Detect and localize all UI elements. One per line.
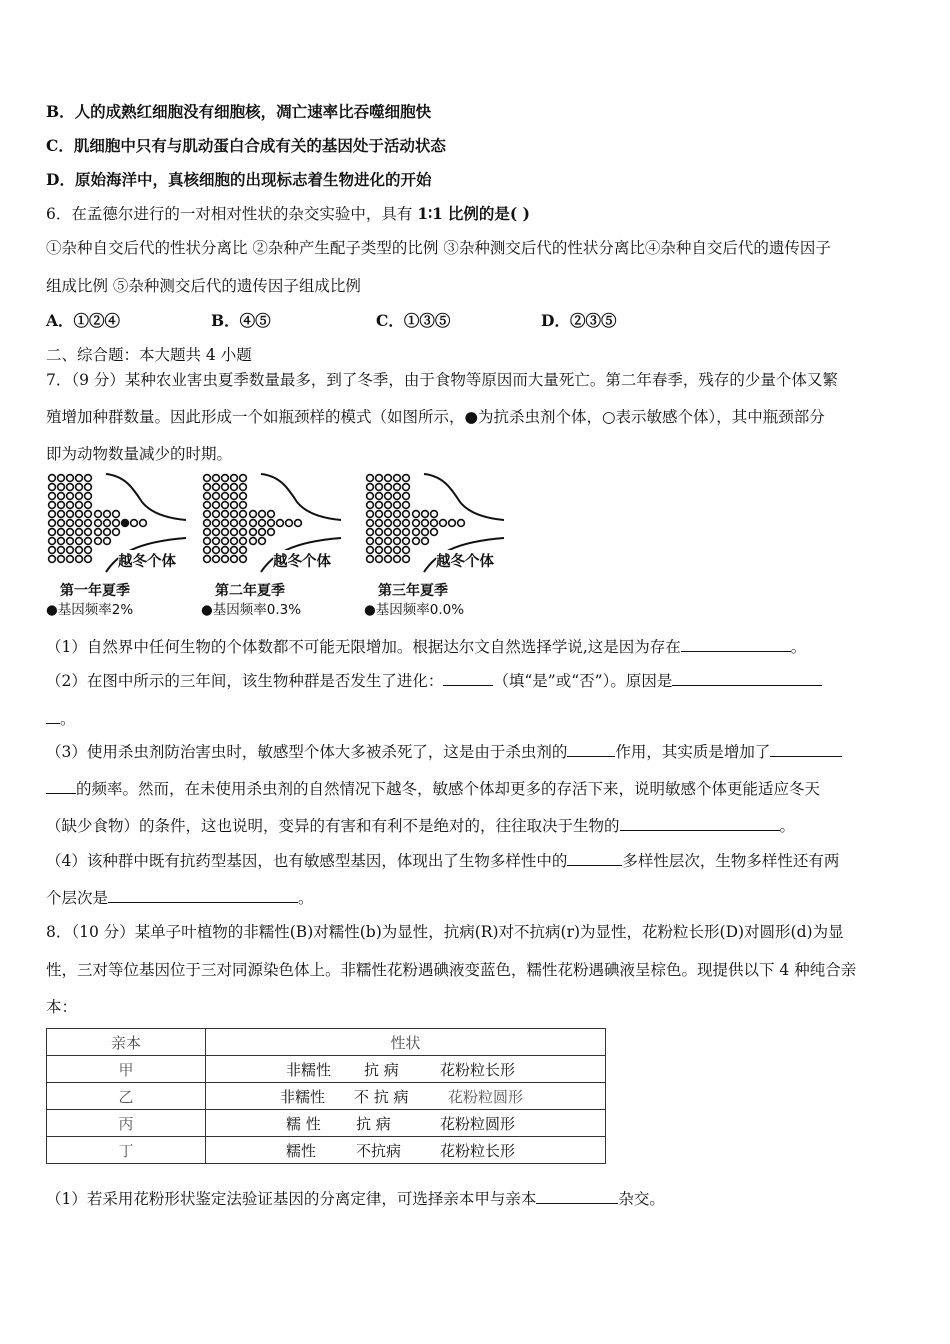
q8-stem-line2: 性，三对等位基因位于三对同源染色体上。非糯性花粉遇碘液变蓝色，糯性花粉遇碘液呈棕色。现提供以下 4 种纯合亲 bbox=[46, 961, 857, 979]
insect-dot bbox=[104, 538, 111, 545]
q7-sub2-end: 。 bbox=[60, 710, 76, 728]
insect-dot bbox=[231, 475, 238, 482]
insect-dot bbox=[67, 520, 74, 527]
insect-dot bbox=[240, 475, 247, 482]
insect-dot bbox=[213, 547, 220, 554]
q7-sub4-end: 。 bbox=[298, 889, 314, 907]
insect-dot bbox=[113, 529, 120, 536]
q7-sub1-end: 。 bbox=[790, 638, 807, 656]
insect-dot bbox=[431, 520, 438, 527]
insect-dot bbox=[67, 547, 74, 554]
insect-dot bbox=[394, 529, 401, 536]
trait-waxy: 糯性 bbox=[286, 1141, 317, 1160]
insect-dot bbox=[231, 538, 238, 545]
insect-dot bbox=[376, 484, 383, 491]
insect-dot bbox=[231, 529, 238, 536]
trait-waxy: 糯 性 bbox=[286, 1114, 321, 1133]
q7-sub3-text-b: 作用，其实质是增加了 bbox=[615, 743, 771, 761]
insect-dot bbox=[222, 520, 229, 527]
q8-sub1-end: 杂交。 bbox=[618, 1190, 665, 1208]
insect-dot bbox=[213, 529, 220, 536]
winter-label: 越冬个体 bbox=[273, 550, 331, 571]
trait-pollen: 花粉粒长形 bbox=[440, 1060, 516, 1079]
q7-sub4-text-b: 多样性层次，生物多样性还有两 bbox=[622, 852, 840, 870]
answer-blank[interactable] bbox=[620, 816, 780, 831]
traits-cell bbox=[206, 1083, 606, 1110]
insect-dot bbox=[231, 520, 238, 527]
insect-dot bbox=[76, 475, 83, 482]
insect-dot bbox=[49, 475, 56, 482]
q7-stem-line3: 即为动物数量减少的时期。 bbox=[46, 445, 233, 463]
q6-items-line1: ①杂种自交后代的性状分离比 ②杂种产生配子类型的比例 ③杂种测交后代的性状分离比④杂种自交后代的遗传因子 bbox=[46, 239, 831, 257]
bottleneck-figure bbox=[46, 472, 516, 622]
q5-option-c: C．肌细胞中只有与肌动蛋白合成有关的基因处于活动状态 bbox=[46, 136, 446, 155]
insect-dot bbox=[204, 538, 211, 545]
insect-dot bbox=[104, 529, 111, 536]
insect-dot bbox=[85, 484, 92, 491]
answer-blank[interactable] bbox=[672, 671, 822, 686]
insect-dot bbox=[67, 529, 74, 536]
insect-dot bbox=[231, 493, 238, 500]
trait-pollen: 花粉粒圆形 bbox=[448, 1087, 524, 1106]
figure-panel-year2 bbox=[201, 472, 351, 622]
insect-dot bbox=[67, 511, 74, 518]
season-label: 第三年夏季 bbox=[378, 583, 448, 599]
q6-option-a: A．①②④ bbox=[46, 311, 121, 330]
insect-dot bbox=[58, 538, 65, 545]
q8-sub1 bbox=[46, 1189, 906, 1209]
insect-dot bbox=[85, 493, 92, 500]
insect-dot bbox=[76, 547, 83, 554]
insect-dot bbox=[240, 520, 247, 527]
insect-dot bbox=[104, 511, 111, 518]
traits-cell bbox=[206, 1137, 606, 1164]
insect-dot bbox=[367, 520, 374, 527]
insect-dot bbox=[376, 547, 383, 554]
insect-dot bbox=[240, 511, 247, 518]
insect-dot bbox=[259, 538, 266, 545]
insect-dot bbox=[250, 529, 257, 536]
insect-dot bbox=[76, 529, 83, 536]
insect-dot bbox=[131, 520, 138, 527]
insect-dot bbox=[85, 520, 92, 527]
traits-cell bbox=[206, 1056, 606, 1083]
answer-blank[interactable] bbox=[681, 637, 791, 652]
table-header-traits: 性状 bbox=[206, 1029, 606, 1056]
insect-dot bbox=[422, 529, 429, 536]
answer-blank[interactable] bbox=[770, 742, 842, 757]
insect-dot bbox=[49, 493, 56, 500]
insect-dot bbox=[250, 511, 257, 518]
insect-dot bbox=[367, 502, 374, 509]
insect-dot bbox=[413, 538, 420, 545]
insect-dot bbox=[385, 493, 392, 500]
q7-sub3-line2 bbox=[46, 779, 906, 799]
insect-dot bbox=[76, 520, 83, 527]
insect-dot bbox=[431, 511, 438, 518]
insect-dot bbox=[376, 538, 383, 545]
insect-dot bbox=[403, 475, 410, 482]
insect-dot bbox=[213, 502, 220, 509]
insect-dot bbox=[367, 529, 374, 536]
insect-dot bbox=[222, 475, 229, 482]
insect-dot bbox=[367, 493, 374, 500]
insect-dot bbox=[385, 502, 392, 509]
insect-dot bbox=[385, 538, 392, 545]
insect-dot bbox=[422, 538, 429, 545]
insect-dot bbox=[204, 529, 211, 536]
insect-dot bbox=[367, 556, 374, 563]
freq-label: ●基因频率2% bbox=[46, 602, 134, 618]
answer-blank[interactable] bbox=[108, 888, 298, 903]
insect-dot bbox=[385, 520, 392, 527]
insect-dot bbox=[122, 520, 129, 527]
q5-option-b: B．人的成熟红细胞没有细胞核，凋亡速率比吞噬细胞快 bbox=[46, 102, 432, 121]
insect-dot bbox=[231, 484, 238, 491]
q7-sub3-text-d: （缺少食物）的条件，这也说明，变异的有害和有利不是绝对的，往往取决于生物的 bbox=[46, 817, 620, 835]
insect-dot bbox=[367, 547, 374, 554]
insect-dot bbox=[376, 475, 383, 482]
insect-dot bbox=[376, 556, 383, 563]
answer-blank[interactable] bbox=[443, 671, 493, 686]
insect-dot bbox=[367, 484, 374, 491]
insect-dot bbox=[413, 529, 420, 536]
insect-dot bbox=[49, 520, 56, 527]
insect-dot bbox=[85, 529, 92, 536]
insect-dot bbox=[204, 556, 211, 563]
insect-dot bbox=[458, 520, 465, 527]
insect-dot bbox=[286, 520, 293, 527]
q7-sub2-cont bbox=[46, 709, 906, 729]
insect-dot bbox=[394, 475, 401, 482]
trait-pollen: 花粉粒长形 bbox=[440, 1141, 516, 1160]
trait-waxy: 非糯性 bbox=[286, 1060, 332, 1079]
insect-dot bbox=[58, 529, 65, 536]
answer-blank[interactable] bbox=[46, 779, 76, 794]
q5-option-d: D．原始海洋中，真核细胞的出现标志着生物进化的开始 bbox=[46, 170, 432, 189]
insect-dot bbox=[49, 556, 56, 563]
insect-dot bbox=[76, 511, 83, 518]
insect-dot bbox=[403, 520, 410, 527]
q8-stem-line1: 8．（10 分）某单子叶植物的非糯性(B)对糯性(b)为显性，抗病(R)对不抗病(r)为显性，花粉粒长形(D)对圆形(d)为显 bbox=[46, 923, 844, 941]
q7-sub2-text: （2）在图中所示的三年间，该生物种群是否发生了进化： bbox=[46, 672, 444, 690]
insect-dot bbox=[67, 556, 74, 563]
winter-label: 越冬个体 bbox=[436, 550, 494, 571]
insect-dot bbox=[268, 529, 275, 536]
insect-dot bbox=[449, 520, 456, 527]
insect-dot bbox=[240, 493, 247, 500]
season-label: 第二年夏季 bbox=[215, 583, 285, 599]
insect-dot bbox=[403, 547, 410, 554]
insect-dot bbox=[259, 520, 266, 527]
table-row bbox=[47, 1083, 606, 1110]
table-row bbox=[47, 1137, 606, 1164]
table-header-parent: 亲本 bbox=[47, 1029, 206, 1056]
season-label: 第一年夏季 bbox=[60, 583, 130, 599]
insect-dot bbox=[240, 547, 247, 554]
q7-stem-line2: 殖增加种群数量。因此形成一个如瓶颈样的模式（如图所示，●为抗杀虫剂个体，○表示敏感个体），其中瓶颈部分 bbox=[46, 408, 825, 426]
insect-dot bbox=[385, 529, 392, 536]
insect-dot bbox=[259, 511, 266, 518]
q7-sub2 bbox=[46, 671, 906, 691]
insect-dot bbox=[250, 538, 257, 545]
freq-label: ●基因频率0.0% bbox=[364, 602, 465, 618]
figure-panel-year3 bbox=[364, 472, 514, 622]
insect-dot bbox=[222, 484, 229, 491]
insect-dot bbox=[213, 493, 220, 500]
insect-dot bbox=[213, 511, 220, 518]
insect-dot bbox=[231, 511, 238, 518]
insect-dot bbox=[240, 502, 247, 509]
insect-dot bbox=[259, 529, 266, 536]
insect-dot bbox=[403, 511, 410, 518]
insect-dot bbox=[204, 502, 211, 509]
q6-stem-suffix: 比例的是( ) bbox=[447, 204, 530, 223]
insect-dot bbox=[376, 529, 383, 536]
insect-dot bbox=[113, 520, 120, 527]
insect-dot bbox=[85, 556, 92, 563]
insect-dot bbox=[58, 475, 65, 482]
table-row bbox=[47, 1056, 606, 1083]
insect-dot bbox=[222, 502, 229, 509]
q8-sub1-text: （1）若采用花粉形状鉴定法验证基因的分离定律，可选择亲本甲与亲本 bbox=[46, 1190, 537, 1208]
insect-dot bbox=[204, 493, 211, 500]
q7-sub3 bbox=[46, 742, 906, 762]
insect-dot bbox=[240, 538, 247, 545]
q6-stem bbox=[46, 204, 906, 224]
q7-sub4-text-c: 个层次是 bbox=[46, 889, 109, 907]
insect-dot bbox=[222, 493, 229, 500]
insect-dot bbox=[367, 511, 374, 518]
insect-dot bbox=[268, 511, 275, 518]
q6-option-c: C．①③⑤ bbox=[376, 311, 451, 330]
insect-dot bbox=[295, 520, 302, 527]
insect-dot bbox=[431, 529, 438, 536]
q7-sub4-line2 bbox=[46, 888, 906, 908]
insect-dot bbox=[85, 547, 92, 554]
insect-dot bbox=[413, 511, 420, 518]
insect-dot bbox=[385, 511, 392, 518]
insect-dot bbox=[240, 529, 247, 536]
insect-dot bbox=[58, 511, 65, 518]
insect-dot bbox=[385, 484, 392, 491]
insect-dot bbox=[440, 520, 447, 527]
insect-dot bbox=[213, 538, 220, 545]
insect-dot bbox=[231, 547, 238, 554]
insect-dot bbox=[76, 502, 83, 509]
insect-dot bbox=[95, 538, 102, 545]
section2-title: 二、综合题：本大题共 4 小题 bbox=[46, 346, 252, 364]
insect-dot bbox=[76, 556, 83, 563]
insect-dot bbox=[67, 538, 74, 545]
insect-dot bbox=[85, 502, 92, 509]
insect-dot bbox=[394, 538, 401, 545]
insect-dot bbox=[222, 538, 229, 545]
insect-dot bbox=[76, 538, 83, 545]
insect-dot bbox=[213, 484, 220, 491]
trait-disease: 抗 病 bbox=[364, 1060, 399, 1079]
q7-sub4 bbox=[46, 851, 906, 871]
q7-stem-line1: 7．（9 分）某种农业害虫夏季数量最多，到了冬季，由于食物等原因而大量死亡。第二年春季，残存的少量个体又繁 bbox=[46, 371, 838, 389]
insect-dot bbox=[49, 547, 56, 554]
insect-dot bbox=[222, 556, 229, 563]
insect-dot bbox=[394, 493, 401, 500]
insect-dot bbox=[376, 502, 383, 509]
q7-sub3-line3 bbox=[46, 816, 906, 836]
figure-panel-year1 bbox=[46, 472, 196, 622]
insect-dot bbox=[394, 547, 401, 554]
insect-dot bbox=[49, 502, 56, 509]
q7-sub3-end: 。 bbox=[779, 817, 796, 835]
insect-dot bbox=[58, 520, 65, 527]
insect-dot bbox=[95, 511, 102, 518]
insect-dot bbox=[204, 475, 211, 482]
insect-dot bbox=[250, 520, 257, 527]
insect-dot bbox=[385, 547, 392, 554]
q7-sub1 bbox=[46, 637, 906, 657]
insect-dot bbox=[95, 529, 102, 536]
insect-dot bbox=[67, 484, 74, 491]
q8-stem-line3: 本： bbox=[46, 998, 78, 1016]
q7-sub1-text: （1）自然界中任何生物的个体数都不可能无限增加。根据达尔文自然选择学说,这是因为存在 bbox=[46, 638, 681, 656]
q6-stem-ratio: 1∶1 bbox=[417, 204, 443, 223]
trait-disease: 抗 病 bbox=[356, 1114, 391, 1133]
insect-dot bbox=[67, 502, 74, 509]
q6-option-d: D．②③⑤ bbox=[541, 311, 617, 330]
insect-dot bbox=[85, 475, 92, 482]
insect-dot bbox=[104, 520, 111, 527]
insect-dot bbox=[422, 511, 429, 518]
insect-dot bbox=[403, 529, 410, 536]
insect-dot bbox=[385, 556, 392, 563]
insect-dot bbox=[67, 493, 74, 500]
answer-blank[interactable] bbox=[46, 709, 60, 724]
insect-dot bbox=[67, 475, 74, 482]
insect-dot bbox=[367, 475, 374, 482]
insect-dot bbox=[58, 547, 65, 554]
parent-cell: 丁 bbox=[47, 1137, 206, 1164]
insect-dot bbox=[58, 556, 65, 563]
insect-dot bbox=[422, 520, 429, 527]
insect-dot bbox=[49, 538, 56, 545]
trait-pollen: 花粉粒圆形 bbox=[440, 1114, 516, 1133]
q7-sub2-mid: （填“是”或“否”）。原因是 bbox=[493, 672, 673, 690]
answer-blank[interactable] bbox=[536, 1189, 618, 1204]
table-header-row bbox=[47, 1029, 606, 1056]
insect-dot bbox=[403, 502, 410, 509]
insect-dot bbox=[213, 475, 220, 482]
q6-option-b: B．④⑤ bbox=[211, 311, 271, 330]
traits-cell bbox=[206, 1110, 606, 1137]
insect-dot bbox=[394, 511, 401, 518]
trait-waxy: 非糯性 bbox=[280, 1087, 326, 1106]
insect-dot bbox=[113, 511, 120, 518]
insect-dot bbox=[403, 538, 410, 545]
insect-dot bbox=[222, 511, 229, 518]
parents-table bbox=[46, 1028, 606, 1164]
answer-blank[interactable] bbox=[567, 742, 615, 757]
parent-cell: 丙 bbox=[47, 1110, 206, 1137]
parent-cell: 乙 bbox=[47, 1083, 206, 1110]
insect-dot bbox=[403, 484, 410, 491]
trait-disease: 不抗病 bbox=[356, 1141, 402, 1160]
q7-sub3-text-c: 的频率。然而，在未使用杀虫剂的自然情况下越冬，敏感个体却更多的存活下来，说明敏感个体更能适应冬天 bbox=[76, 780, 821, 798]
insect-dot bbox=[240, 556, 247, 563]
insect-dot bbox=[376, 493, 383, 500]
insect-dot bbox=[376, 511, 383, 518]
insect-dot bbox=[49, 511, 56, 518]
q7-sub4-text-a: （4）该种群中既有抗药型基因，也有敏感型基因，体现出了生物多样性中的 bbox=[46, 852, 568, 870]
insect-dot bbox=[367, 538, 374, 545]
insect-dot bbox=[222, 547, 229, 554]
freq-label: ●基因频率0.3% bbox=[201, 602, 302, 618]
insect-dot bbox=[58, 493, 65, 500]
table-row bbox=[47, 1110, 606, 1137]
insect-dot bbox=[213, 520, 220, 527]
insect-dot bbox=[394, 520, 401, 527]
q6-stem-prefix: 6．在孟德尔进行的一对相对性状的杂交实验中，具有 bbox=[46, 205, 413, 223]
insect-dot bbox=[204, 511, 211, 518]
insect-dot bbox=[213, 556, 220, 563]
insect-dot bbox=[403, 556, 410, 563]
insect-dot bbox=[49, 529, 56, 536]
insect-dot bbox=[277, 520, 284, 527]
insect-dot bbox=[49, 484, 56, 491]
insect-dot bbox=[268, 520, 275, 527]
insect-dot bbox=[85, 538, 92, 545]
winter-label: 越冬个体 bbox=[118, 550, 176, 571]
q7-sub3-text-a: （3）使用杀虫剂防治害虫时，敏感型个体大多被杀死了，这是由于杀虫剂的 bbox=[46, 743, 568, 761]
insect-dot bbox=[58, 484, 65, 491]
insect-dot bbox=[394, 502, 401, 509]
insect-dot bbox=[385, 475, 392, 482]
insect-dot bbox=[58, 502, 65, 509]
insect-dot bbox=[76, 493, 83, 500]
insect-dot bbox=[394, 556, 401, 563]
insect-dot bbox=[204, 520, 211, 527]
insect-dot bbox=[204, 547, 211, 554]
insect-dot bbox=[204, 484, 211, 491]
parent-cell: 甲 bbox=[47, 1056, 206, 1083]
trait-disease: 不 抗 病 bbox=[354, 1087, 409, 1106]
insect-dot bbox=[85, 511, 92, 518]
insect-dot bbox=[240, 484, 247, 491]
insect-dot bbox=[403, 493, 410, 500]
insect-dot bbox=[231, 502, 238, 509]
insect-dot bbox=[394, 484, 401, 491]
insect-dot bbox=[76, 484, 83, 491]
q6-items-line2: 组成比例 ⑤杂种测交后代的遗传因子组成比例 bbox=[46, 277, 361, 295]
answer-blank[interactable] bbox=[567, 851, 622, 866]
insect-dot bbox=[222, 529, 229, 536]
insect-dot bbox=[231, 556, 238, 563]
insect-dot bbox=[95, 520, 102, 527]
insect-dot bbox=[413, 520, 420, 527]
insect-dot bbox=[140, 520, 147, 527]
insect-dot bbox=[376, 520, 383, 527]
